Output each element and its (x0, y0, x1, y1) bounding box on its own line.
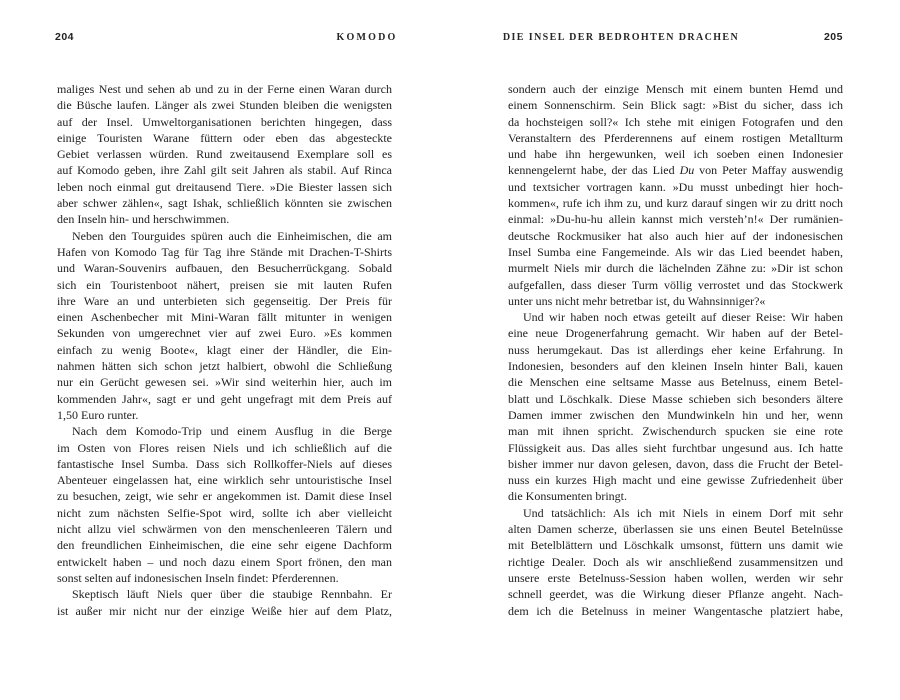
text-line: bisher immer nur davon gelesen, davon, dass die Frucht der Betel- (508, 456, 843, 471)
text-line: die Konsumenten bringt. (508, 489, 627, 504)
text-line: und habe ihn hergewunken, weil ich soeben einen Indonesier (508, 147, 843, 162)
text-line: sonst selten auf indonesischen Inseln findet: Pferderennen. (57, 570, 339, 585)
text-line: nicht zum nächsten Selfie-Spot wird, sollte ich aber vielleicht (57, 505, 392, 520)
text-line: sich ein Touristenboot nähert, preisen sie mit lauten Rufen (57, 277, 392, 292)
text-line: murmelt Niels mir durch die lächelnden Zähne zu: »Dir ist schon (508, 261, 843, 276)
text-line: aber schwer zählen«, sagt Ishak, schließlich könnten sie zwischen (57, 196, 392, 211)
text-line: auf Komodo geben, ihre Zahl gilt seit Jahren als stabil. Auf Rinca (57, 163, 392, 178)
text-line: ist außer mir nicht nur der einzige Weiße hier auf dem Platz, (57, 603, 392, 618)
text-line: nuss ein kurzes High macht und eine gewisse Zufriedenheit über (508, 473, 843, 488)
text-line: Indonesien, besonders auf den kleinen Inseln hinter Bali, kauen (508, 359, 843, 374)
text-line: kennengelernt habe, der das Lied Du von Peter Maffay auswendig (508, 163, 843, 178)
text-line: den Inseln hin- und herschwimmen. (57, 212, 230, 227)
text-line: Sekunden von umgerechnet vier auf zwei Euro. »Es kommen (57, 326, 392, 341)
text-line: nahmen hätten sich schon jetzt halbiert, obwohl die Schließung (57, 359, 392, 374)
text-line: einfach zu wenig Boote«, klagt einer der Händler, die Ein- (57, 342, 392, 357)
text-column-left (57, 81, 392, 619)
text-line: Insel Sumba eine Fangemeinde. Als wir das Lied beendet haben, (508, 244, 843, 259)
text-line: richtige Dealer. Doch als wir anschließend zusammensitzen und (508, 554, 843, 569)
text-line: Und wir haben noch etwas geteilt auf dieser Reise: Wir haben (523, 310, 843, 325)
text-line: aufgefallen, dass dieser Turm völlig verrostet und das Stockwerk (508, 277, 843, 292)
running-head-left: KOMODO (336, 32, 398, 43)
text-line: einem Sonnenschirm. Sein Blick sagt: »Bist du sicher, dass ich (508, 98, 843, 113)
text-line: ihre Ware an und unterbieten sich gegenseitig. Der Preis für (57, 293, 392, 308)
text-line: entwickelt haben – und noch dazu einem Sport frönen, den man (57, 554, 392, 569)
text-line: leben noch einmal gut dreitausend Tiere. »Die Biester lassen sich (57, 179, 392, 194)
text-line: kommen«, rufe ich ihm zu, und kurz darauf singen wir zu dritt noch (508, 196, 843, 211)
text-line: eine neue Drogenerfahrung gemacht. Wir haben auf der Betel- (508, 326, 843, 341)
text-line: schnell geerdet, was die Wirkung dieser Pflanze angeht. Nach- (508, 587, 843, 602)
text-line: und textsicher vortragen kann. »Du musst unbedingt hier hoch- (508, 179, 843, 194)
text-line: Abenteuer eingelassen hat, eine wirklich sehr untouristische Insel (57, 473, 392, 488)
text-line: Hafen von Komodo Tag für Tag ihre Stände mit Drachen-T-Shirts (57, 244, 392, 259)
text-line: Veranstaltern des Pferderennens auf einem rostigen Metallturm (508, 130, 843, 145)
text-line: blatt und Löschkalk. Diese Masse schieben sich besonders ältere (508, 391, 843, 406)
text-line: 1,50 Euro runter. (57, 407, 139, 422)
text-line: den freundlichen Einheimischen, die eine sehr eigene Dachform (57, 538, 392, 553)
text-line: nuss herumgekaut. Das ist allerdings eher keine Erfahrung. In (508, 342, 843, 357)
text-line: und Waran-Souvenirs aufbauen, den Besucherrückgang. Sobald (57, 261, 392, 276)
text-line: kommenden Jahr«, sagt er und geht ungefragt mit dem Preis auf (57, 391, 392, 406)
text-line: die Büsche laufen. Länger als zwei Stunden bleiben die wenigsten (57, 98, 392, 113)
text-line: Flüssigkeit aus. Das alles sieht furchtbar ungesund aus. Ich hatte (508, 440, 843, 455)
text-line: unsere erste Betelnuss-Session haben wollen, werden wir sehr (508, 570, 843, 585)
text-line: einmal: »Du-hu-hu allein kannst mich versteh’n!« Der rumänien- (508, 212, 843, 227)
text-line: fantastische Insel Sumba. Dass sich Rollkoffer-Niels auf dieses (57, 456, 392, 471)
text-line: im Osten von Flores reisen Niels und ich schließlich auf die (57, 440, 392, 455)
text-line: auf der Insel. Umweltorganisationen berichten hingegen, dass (57, 114, 392, 129)
text-line: sondern auch der einzige Mensch mit einem bunten Hemd und (508, 82, 843, 96)
text-line: da hochsteigen soll?« Ich stehe mit einigen Fotografen und den (508, 114, 843, 129)
text-line: einige Touristen Warane füttern oder eben das abgesteckte (57, 130, 392, 145)
text-line: Neben den Tourguides spüren auch die Einheimischen, die am (72, 228, 392, 243)
text-line: die Menschen eine seltsame Masse aus Betelnuss, einem Betel- (508, 375, 843, 390)
page-number-right: 205 (823, 31, 843, 43)
text-line: maliges Nest und sehen ab und zu in der Ferne einen Waran durch (57, 82, 392, 96)
running-head-right: DIE INSEL DER BEDROHTEN DRACHEN (502, 32, 740, 43)
text-line: unter uns nicht mehr betretbar ist, du Wahnsinniger?« (508, 293, 766, 308)
text-line: alten Damen scherze, überlassen sie uns einen Beutel Betelnüsse (508, 522, 843, 537)
text-line: dem ich die Betelnuss in meiner Wangentasche platziert habe, (508, 603, 843, 618)
text-line: nicht allzu viel schwärmen von den menschenleeren Tälern und (57, 522, 392, 537)
text-line: Skeptisch läuft Niels quer über die staubige Rennbahn. Er (72, 587, 392, 602)
text-line: nur ein Gerücht gewesen sei. »Wir sind weiterhin hier, auch im (57, 375, 392, 390)
text-line: deutsche Rockmusiker hat also auch hier auf der indonesischen (508, 228, 843, 243)
text-line: mit Betelblättern und Löschkalk umsonst, füttern uns damit wie (508, 538, 843, 553)
text-line: man mit ihnen spricht. Zwischendurch spucken sie eine rote (508, 424, 843, 439)
text-line: einen Aschenbecher mit Mini-Waran fällt mitunter in wenigen (57, 310, 392, 325)
page-number-left: 204 (55, 31, 75, 43)
text-line: Und tatsächlich: Als ich mit Niels in einem Dorf mit sehr (523, 505, 843, 520)
text-line: Damen immer zwischen den Mundwinkeln hin und her, wenn (508, 407, 843, 422)
text-column-right (508, 81, 843, 619)
text-line: zu besuchen, zeigt, wie sehr er angekommen ist. Damit diese Insel (57, 489, 392, 504)
text-line: Nach dem Komodo-Trip und einem Ausflug in die Berge (72, 424, 392, 439)
text-line: Gebiet verlassen würden. Rund zweitausend Exemplare soll es (57, 147, 392, 162)
